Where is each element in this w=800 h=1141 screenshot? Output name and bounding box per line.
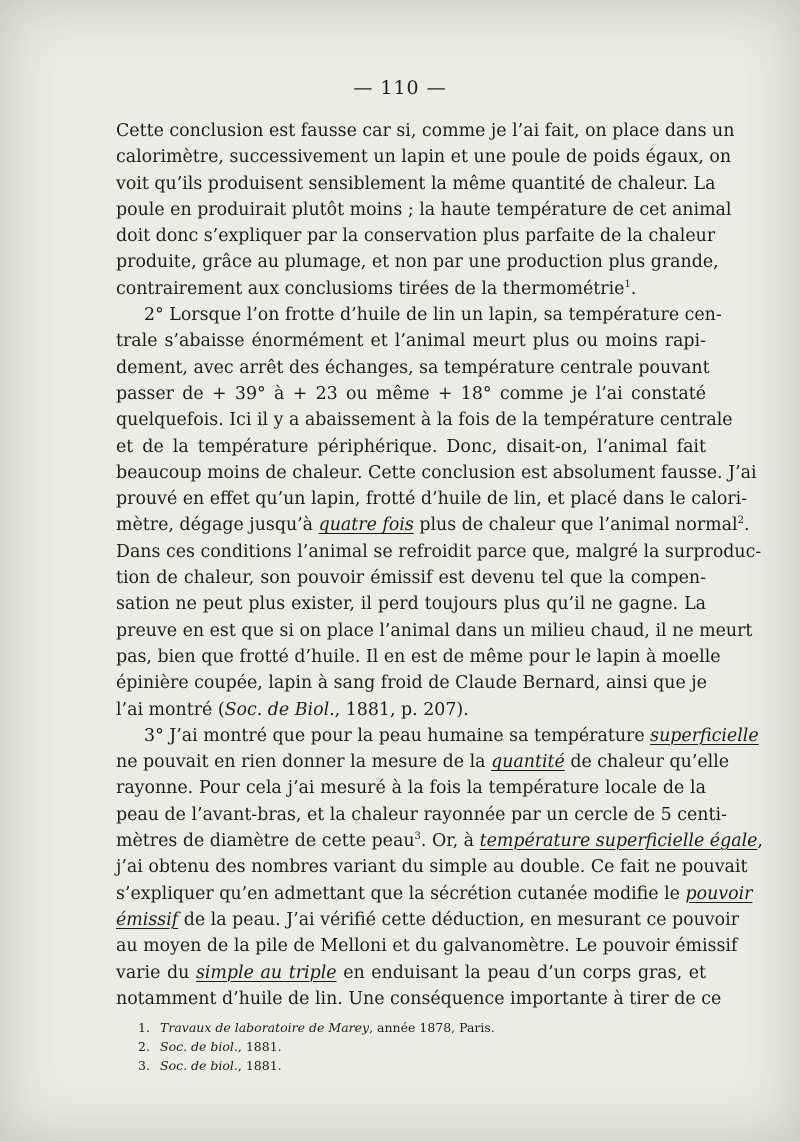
text-span: s’expliquer qu’en admettant que la sécrétion cutanée modifie le	[116, 883, 680, 904]
text-line: poule en produirait plutôt moins ; la haute température de cet animal	[116, 199, 732, 220]
italic-span: quantité	[491, 752, 565, 773]
text-line: mètre, dégage jusqu’à quatre fois plus de chaleur que l’animal normal$^2$.	[116, 515, 750, 536]
text-line: Cette conclusion est fausse car si, comme je l’ai fait, on place dans un	[116, 121, 735, 141]
footnotes	[138, 1018, 698, 1075]
italic-span: pouvoir	[685, 883, 753, 904]
text-line: tion de chaleur, son pouvoir émissif est devenu tel que la compen-	[116, 568, 706, 589]
text-span: mètre, dégage jusqu’à	[116, 515, 314, 536]
footnote-rest: , 1881.	[237, 1058, 282, 1073]
text-line	[116, 723, 759, 749]
text-line: au moyen de la pile de Melloni et du galvanomètre. Le pouvoir émissif	[116, 936, 738, 957]
italic-span: simple au triple	[195, 962, 337, 983]
text-line: preuve en est que si on place l’animal dans un milieu chaud, il ne meurt	[116, 620, 753, 641]
body-text	[116, 118, 763, 1012]
italic-span: Soc. de Biol.	[224, 699, 335, 720]
footnote-ref[interactable]: 1	[624, 278, 631, 290]
text-line: j’ai obtenu des nombres variant du simple au double. Ce fait ne pouvait	[116, 857, 748, 878]
footnote-rest: , année 1878, Paris.	[369, 1020, 495, 1035]
italic-span: température superficielle égale	[479, 831, 758, 852]
text-line: calorimètre, successivement un lapin et une poule de poids égaux, on	[116, 147, 732, 168]
text-line: 2° Lorsque l’on frotte d’huile de lin un lapin, sa température cen-	[144, 305, 722, 326]
text-line: quelquefois. Ici il y a abaissement à la fois de la température centrale	[116, 410, 733, 431]
text-line: produite, grâce au plumage, et non par une production plus grande,	[116, 252, 719, 273]
text-line: et de la température périphérique. Donc, disait-on, l’animal fait	[116, 436, 706, 457]
italic-span: superficielle	[650, 725, 759, 746]
footnote-ref[interactable]: 2	[737, 515, 744, 527]
text-line	[116, 907, 740, 933]
text-span: , 1881, p. 207).	[334, 699, 469, 720]
text-line: dement, avec arrêt des échanges, sa température centrale pouvant	[116, 357, 710, 378]
text-span: varie du	[116, 962, 190, 983]
text-line: voit qu’ils produisent sensiblement la même quantité de chaleur. La	[116, 173, 716, 194]
text-span: en enduisant la peau d’un corps gras, et	[343, 962, 706, 983]
text-span: 3° J’ai montré que pour la peau humaine sa température	[144, 725, 645, 746]
text-span: mètres de diamètre de cette peau	[116, 831, 415, 852]
footnote	[138, 1018, 698, 1037]
footnote-number: 2.	[138, 1039, 150, 1054]
text-line: mètres de diamètre de cette peau$^3$. Or, à température superficielle égale,	[116, 831, 763, 852]
text-line: beaucoup moins de chaleur. Cette conclusion est absolument fausse. J’ai	[116, 462, 757, 483]
text-line: rayonne. Pour cela j’ai mesuré à la fois la température locale de la	[116, 778, 706, 799]
footnote-title: Soc. de biol.	[160, 1058, 238, 1073]
text-line: pas, bien que frotté d’huile. Il en est de même pour le lapin à moelle	[116, 646, 721, 667]
footnote-rest: , 1881.	[237, 1039, 282, 1054]
italic-span: quatre fois	[318, 515, 414, 536]
footnote-ref[interactable]: 3	[414, 831, 421, 843]
text-span: de la peau. J’ai vérifié cette déduction, en mesurant ce pouvoir	[183, 909, 740, 930]
text-span: de chaleur qu’elle	[570, 752, 730, 773]
text-line: Dans ces conditions l’animal se refroidit parce que, malgré la surproduc-	[116, 541, 762, 562]
text-line: notamment d’huile de lin. Une conséquence importante à tirer de ce	[116, 988, 722, 1009]
text-line	[116, 697, 706, 723]
text-line: contrairement aux conclusioms tirées de la thermométrie$^1$.	[116, 278, 637, 299]
footnote-title: Travaux de laboratoire de Marey	[160, 1020, 370, 1035]
text-line: passer de + 39° à + 23 ou même + 18° comme je l’ai constaté	[116, 383, 706, 404]
text-line: peau de l’avant-bras, et la chaleur rayonnée par un cercle de 5 centi-	[116, 804, 727, 825]
text-line: épinière coupée, lapin à sang froid de Claude Bernard, ainsi que je	[116, 673, 707, 694]
footnote	[138, 1037, 698, 1056]
text-span: contrairement aux conclusioms tirées de la thermométrie	[116, 278, 625, 299]
page-number: — 110 —	[353, 77, 447, 99]
text-line	[116, 960, 706, 986]
footnote-title: Soc. de biol.	[160, 1039, 238, 1054]
text-line: doit donc s’expliquer par la conservation plus parfaite de la chaleur	[116, 226, 716, 247]
text-span: l’ai montré (	[116, 699, 225, 720]
text-line	[116, 881, 753, 907]
text-line: trale s’abaisse énormément et l’animal meurt plus ou moins rapi-	[116, 331, 706, 352]
text-line	[116, 749, 730, 775]
footnote-number: 3.	[138, 1058, 150, 1073]
italic-span: émissif	[116, 909, 179, 930]
text-span: plus de chaleur que l’animal normal	[419, 515, 738, 536]
text-line: sation ne peut plus exister, il perd toujours plus qu’il ne gagne. La	[116, 594, 706, 615]
text-span: . Or, à	[420, 831, 475, 852]
footnote	[138, 1056, 698, 1075]
text-line: prouvé en effet qu’un lapin, frotté d’huile de lin, et placé dans le calori-	[116, 489, 748, 510]
text-span: ne pouvait en rien donner la mesure de la	[116, 752, 486, 773]
footnote-number: 1.	[138, 1020, 150, 1035]
